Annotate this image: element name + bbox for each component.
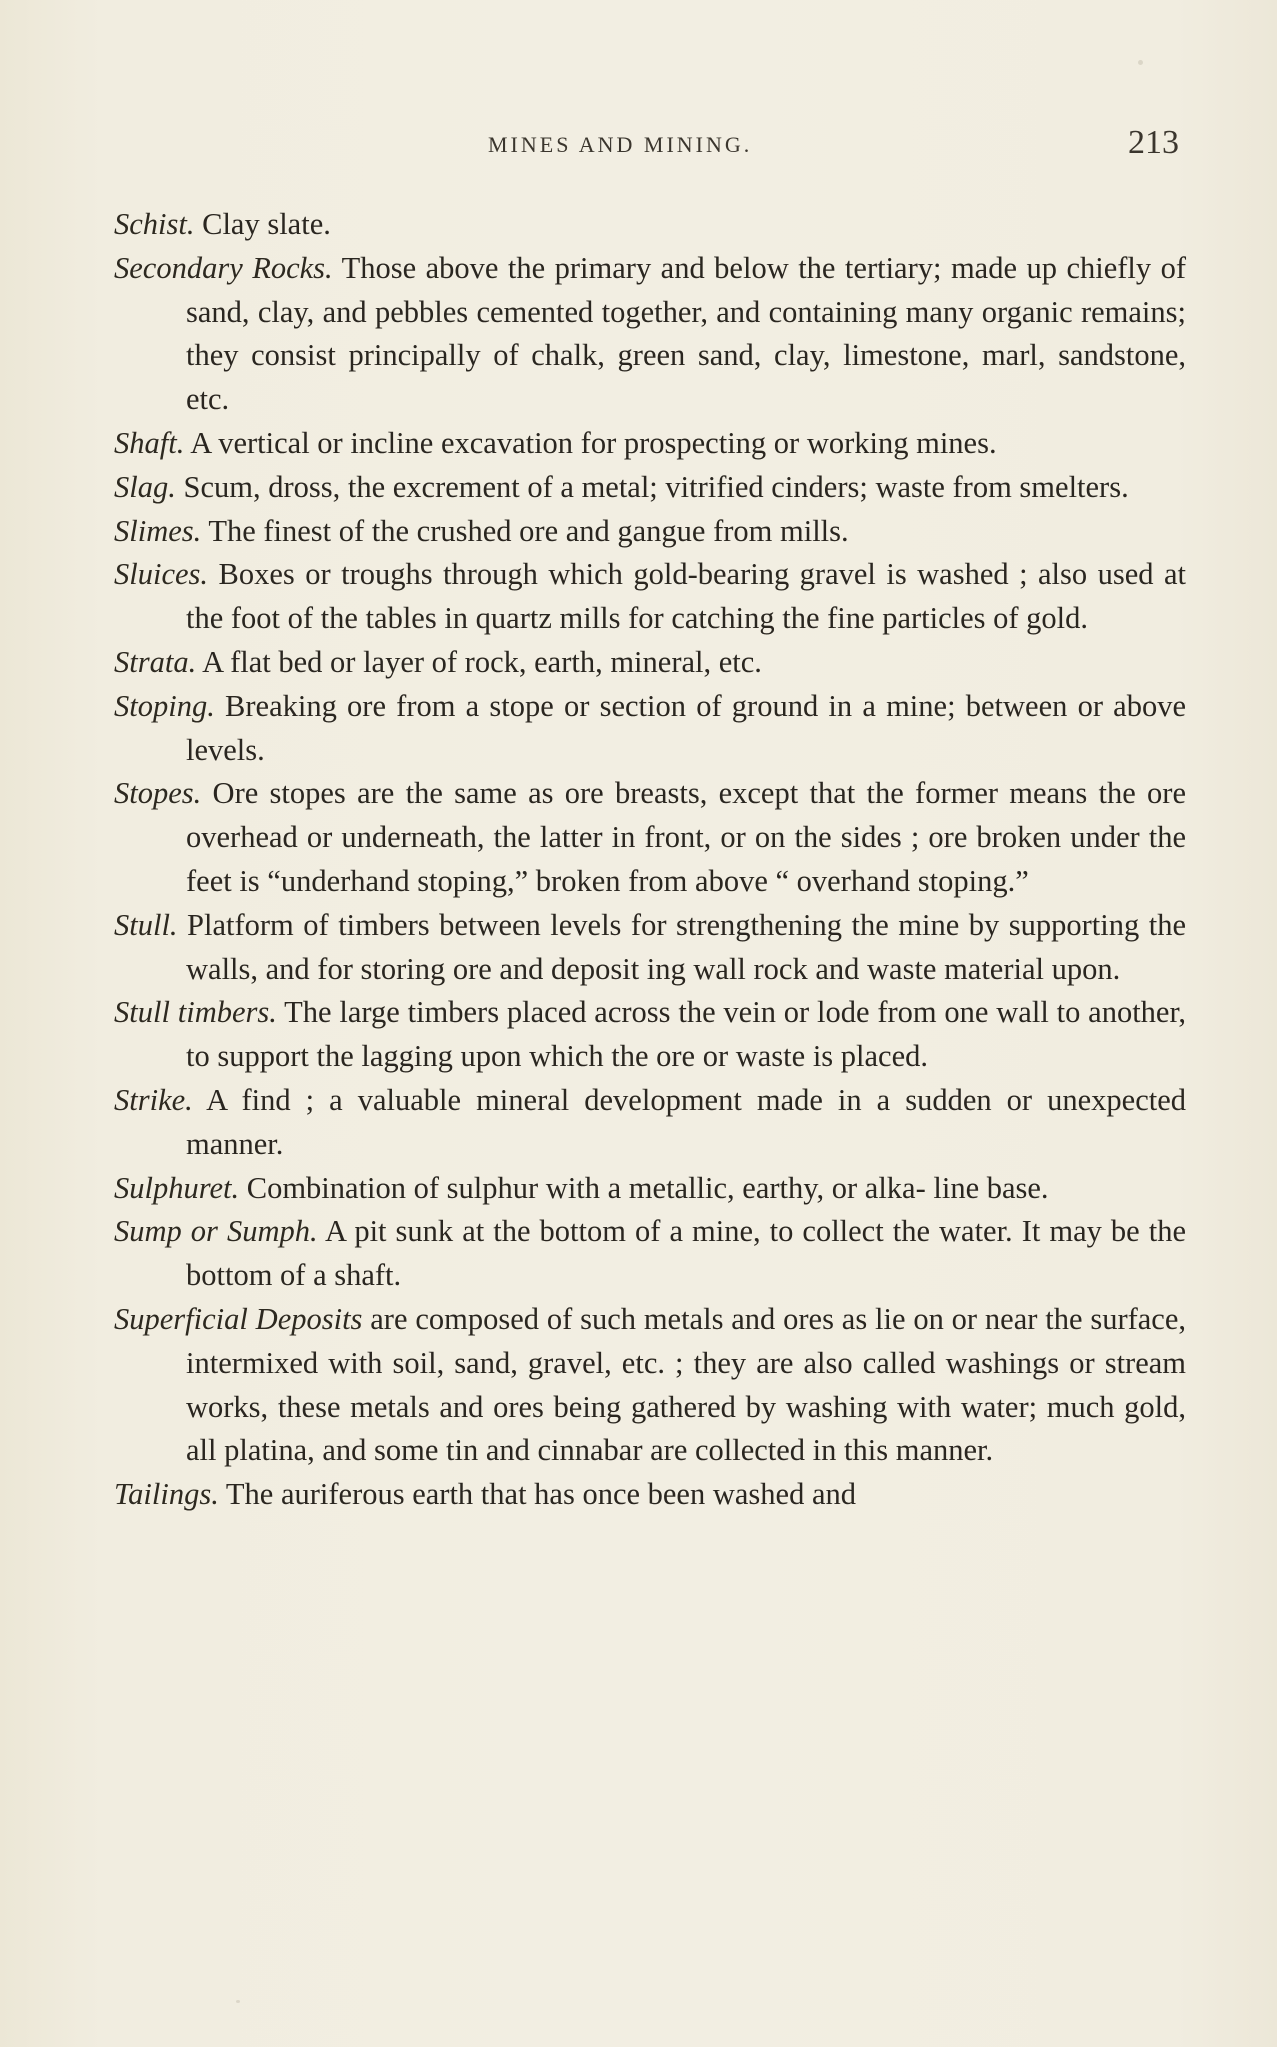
entry-definition: Breaking ore from a stope or section of ground in a mine; between or above levels. xyxy=(186,688,1186,767)
glossary-entry xyxy=(114,422,1186,466)
entry-definition: Platform of timbers between levels for strengthening the mine by supporting the walls, and for storing ore and deposit ing wall rock and waste material upon. xyxy=(177,907,1186,986)
entry-definition: Clay slate. xyxy=(194,207,331,241)
entry-term: Secondary Rocks. xyxy=(114,250,333,285)
glossary-entry xyxy=(114,1298,1186,1473)
glossary-entry xyxy=(114,1473,1186,1517)
entry-definition: Combination of sulphur with a metallic, earthy, or alka- line base. xyxy=(239,1170,1049,1205)
entry-definition: A find ; a valuable mineral development made in a sudden or unexpected manner. xyxy=(186,1082,1186,1161)
running-header xyxy=(0,124,1277,168)
glossary-entry xyxy=(114,510,1186,554)
entry-term: Stull. xyxy=(114,907,178,942)
entry-term: Strata. xyxy=(114,644,197,679)
entry-definition: Boxes or troughs through which gold-bearing gravel is washed ; also used at the foot of the tables in quartz mills for catching the fine particles of gold. xyxy=(186,557,1186,636)
entry-definition: A flat bed or layer of rock, earth, mineral, etc. xyxy=(196,644,762,679)
glossary-entry xyxy=(114,1167,1186,1211)
glossary-entries xyxy=(114,203,1186,1517)
entry-definition: A pit sunk at the bottom of a mine, to collect the water. It may be the bottom of a shaft. xyxy=(186,1214,1186,1293)
glossary-entry xyxy=(114,904,1186,992)
entry-term: Superficial Deposits xyxy=(114,1301,363,1336)
glossary-entry xyxy=(114,247,1186,422)
entry-term: Stoping. xyxy=(114,688,215,723)
entry-definition: The large timbers placed across the vein or lode from one wall to another, to support the lagging upon which the ore or waste is placed. xyxy=(186,995,1187,1074)
glossary-entry xyxy=(114,1079,1186,1167)
entry-term: Strike. xyxy=(114,1082,193,1117)
entry-definition: Ore stopes are the same as ore breasts, except that the former means the ore overhead or underneath, the latter in front, or on the sides ; ore broken under the feet is “underhand stoping,” broken from above “ overhand stoping.” xyxy=(186,776,1186,898)
entry-term: Stull timbers. xyxy=(114,995,277,1030)
page-number: 213 xyxy=(1128,124,1179,161)
ink-speck xyxy=(1138,60,1143,65)
entry-definition: are composed of such metals and ores as lie on or near the surface, intermixed with soil, sand, gravel, etc. ; they are also called washings or stream works, these metals and ores being gathered by washing with water; much gold, all platina, and some tin and cinnabar are collected in this manner. xyxy=(186,1301,1187,1468)
entry-term: Slimes. xyxy=(114,513,202,548)
glossary-entry xyxy=(114,553,1186,641)
glossary-entry xyxy=(114,685,1186,773)
entry-definition: Scum, dross, the excrement of a metal; vitrified cinders; waste from smelters. xyxy=(175,469,1129,504)
entry-term: Tailings. xyxy=(114,1477,219,1512)
glossary-entry xyxy=(114,641,1186,685)
running-title: MINES AND MINING. xyxy=(488,132,753,157)
entry-definition: Those above the primary and below the tertiary; made up chiefly of sand, clay, and pebbles cemented together, and containing many organic remains; they consist principally of chalk, green sand, clay, limestone, marl, sandstone, etc. xyxy=(186,250,1187,417)
ink-speck xyxy=(236,2000,240,2003)
entry-definition: The finest of the crushed ore and gangue from mills. xyxy=(201,513,849,548)
entry-term: Shaft. xyxy=(114,425,185,460)
entry-term: Schist. xyxy=(114,207,195,241)
glossary-entry xyxy=(114,203,1186,247)
entry-term: Sulphuret. xyxy=(114,1170,240,1205)
entry-term: Sluices. xyxy=(114,557,209,592)
entry-term: Slag. xyxy=(114,469,176,504)
entry-term: Sump or Sumph. xyxy=(114,1214,318,1249)
glossary-entry xyxy=(114,466,1186,510)
entry-definition: A vertical or incline excavation for prospecting or working mines. xyxy=(184,425,997,460)
entry-definition: The auriferous earth that has once been washed and xyxy=(218,1477,856,1512)
entry-term: Stopes. xyxy=(114,776,202,811)
glossary-entry xyxy=(114,991,1186,1079)
glossary-entry xyxy=(114,1210,1186,1298)
glossary-entry xyxy=(114,772,1186,903)
